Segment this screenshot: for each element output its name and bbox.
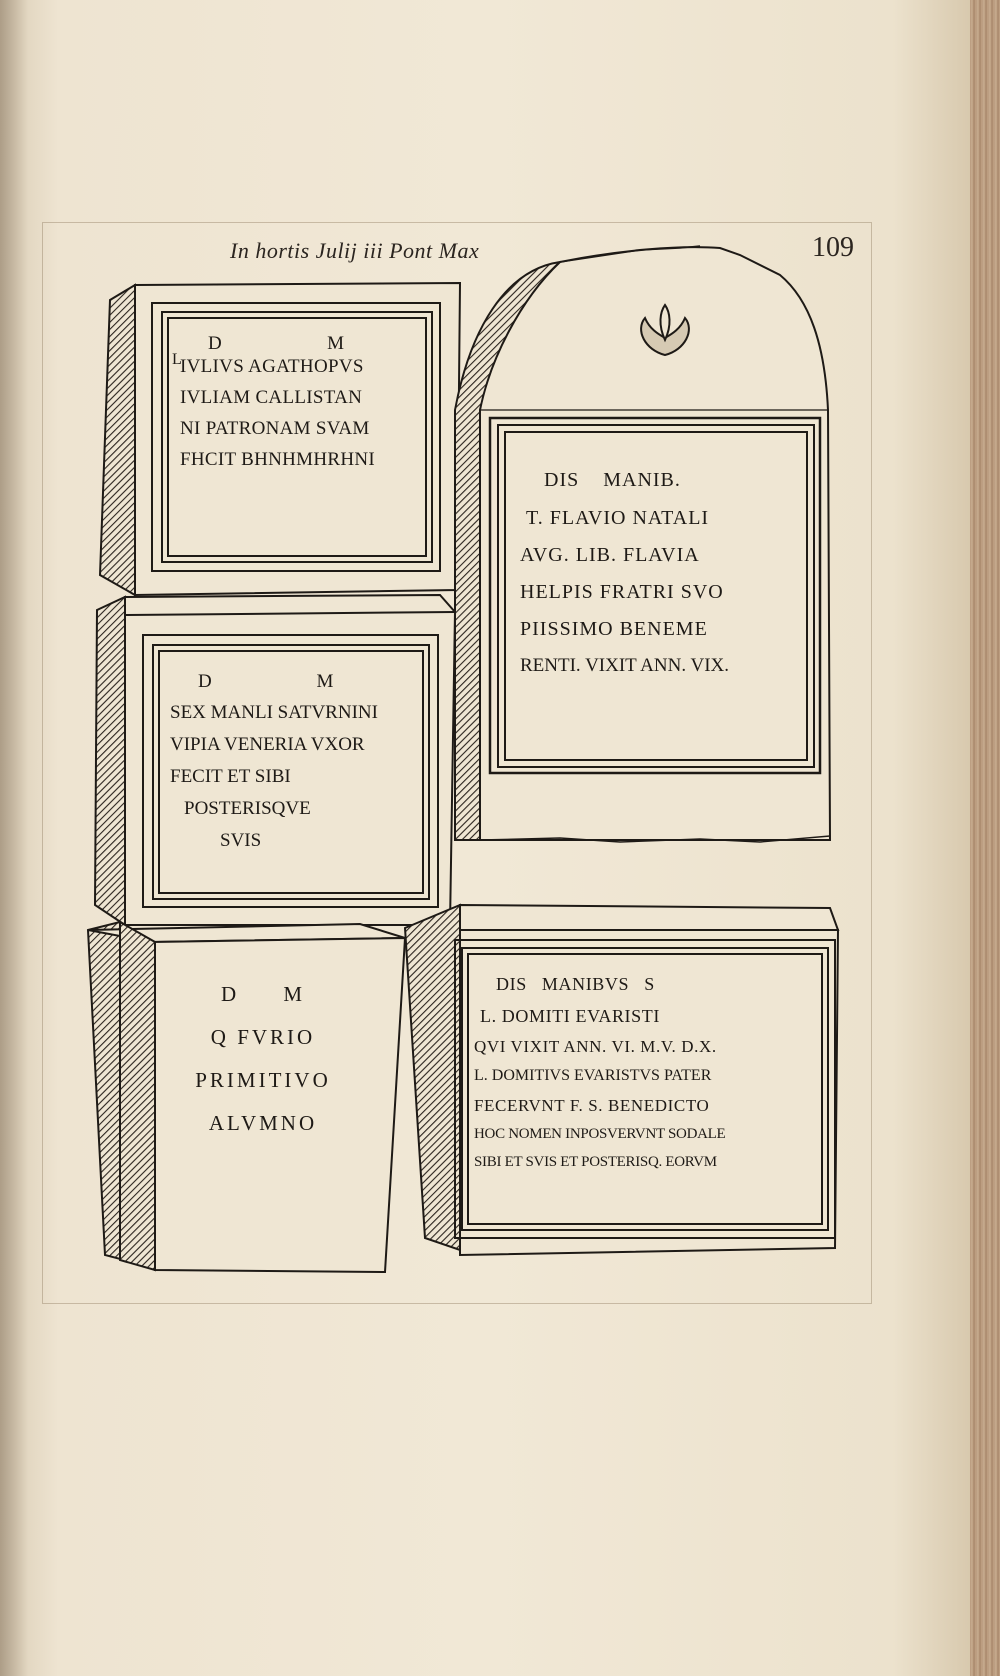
inscription-e-line-6: HOC NOMEN INPOSVERVNT SODALE [474,1126,726,1142]
inscription-b-line-2: VIPIA VENERIA VXOR [170,734,365,755]
inscription-d-line-3: PRIMITIVO [195,1068,331,1092]
inscription-e [474,975,725,1170]
inscription-a-line-4: FHCIT BHNHMHRHNI [180,449,375,470]
inscription-b-line-5: SVIS [220,830,262,851]
inscription-e-line-5: FECERVNT F. S. BENEDICTO [474,1096,710,1115]
inscription-c [520,470,729,675]
inscription-c-line-2: T. FLAVIO NATALI [526,507,710,529]
inscription-a-dm: D M [208,333,345,354]
inscription-e-line-1: DIS MANIBVS S [496,974,655,994]
inscription-e-line-3: QVI VIXIT ANN. VI. M.V. D.X. [474,1037,717,1056]
inscription-d [163,984,363,1134]
inscription-d-line-1: D M [220,982,306,1006]
inscription-a-line-1: IVLIVS AGATHOPVS [180,356,364,377]
inscription-b-line-1: SEX MANLI SATVRNINI [170,702,378,723]
inscription-e-line-2: L. DOMITI EVARISTI [480,1006,660,1026]
inscription-d-line-2: Q FVRIO [210,1025,316,1049]
inscription-d-line-4: ALVMNO [208,1111,318,1135]
inscription-c-line-5: PIISSIMO BENEME [520,618,708,640]
inscription-b-dm: D M [198,671,334,692]
inscription-b-line-4: POSTERISQVE [184,798,311,819]
inscription-b [170,672,378,850]
inscription-a-l: L [172,351,183,368]
inscription-e-line-7: SIBI ET SVIS ET POSTERISQ. EORVM [474,1154,717,1170]
inscription-e-line-4: L. DOMITIVS EVARISTVS PATER [474,1067,712,1084]
inscription-c-line-6: RENTI. VIXIT ANN. VIX. [520,655,729,676]
inscription-b-line-3: FECIT ET SIBI [170,766,291,787]
inscription-a-line-2: IVLIAM CALLISTAN [180,387,363,408]
running-head: In hortis Julij iii Pont Max [230,238,480,263]
inscription-c-line-3: AVG. LIB. FLAVIA [520,544,700,566]
inscription-c-line-1: DIS MANIB. [544,469,681,491]
inscription-a [172,333,375,470]
inscription-c-line-4: HELPIS FRATRI SVO [520,581,724,603]
page-number: 109 [812,232,854,263]
inscription-a-line-3: NI PATRONAM SVAM [180,418,370,439]
